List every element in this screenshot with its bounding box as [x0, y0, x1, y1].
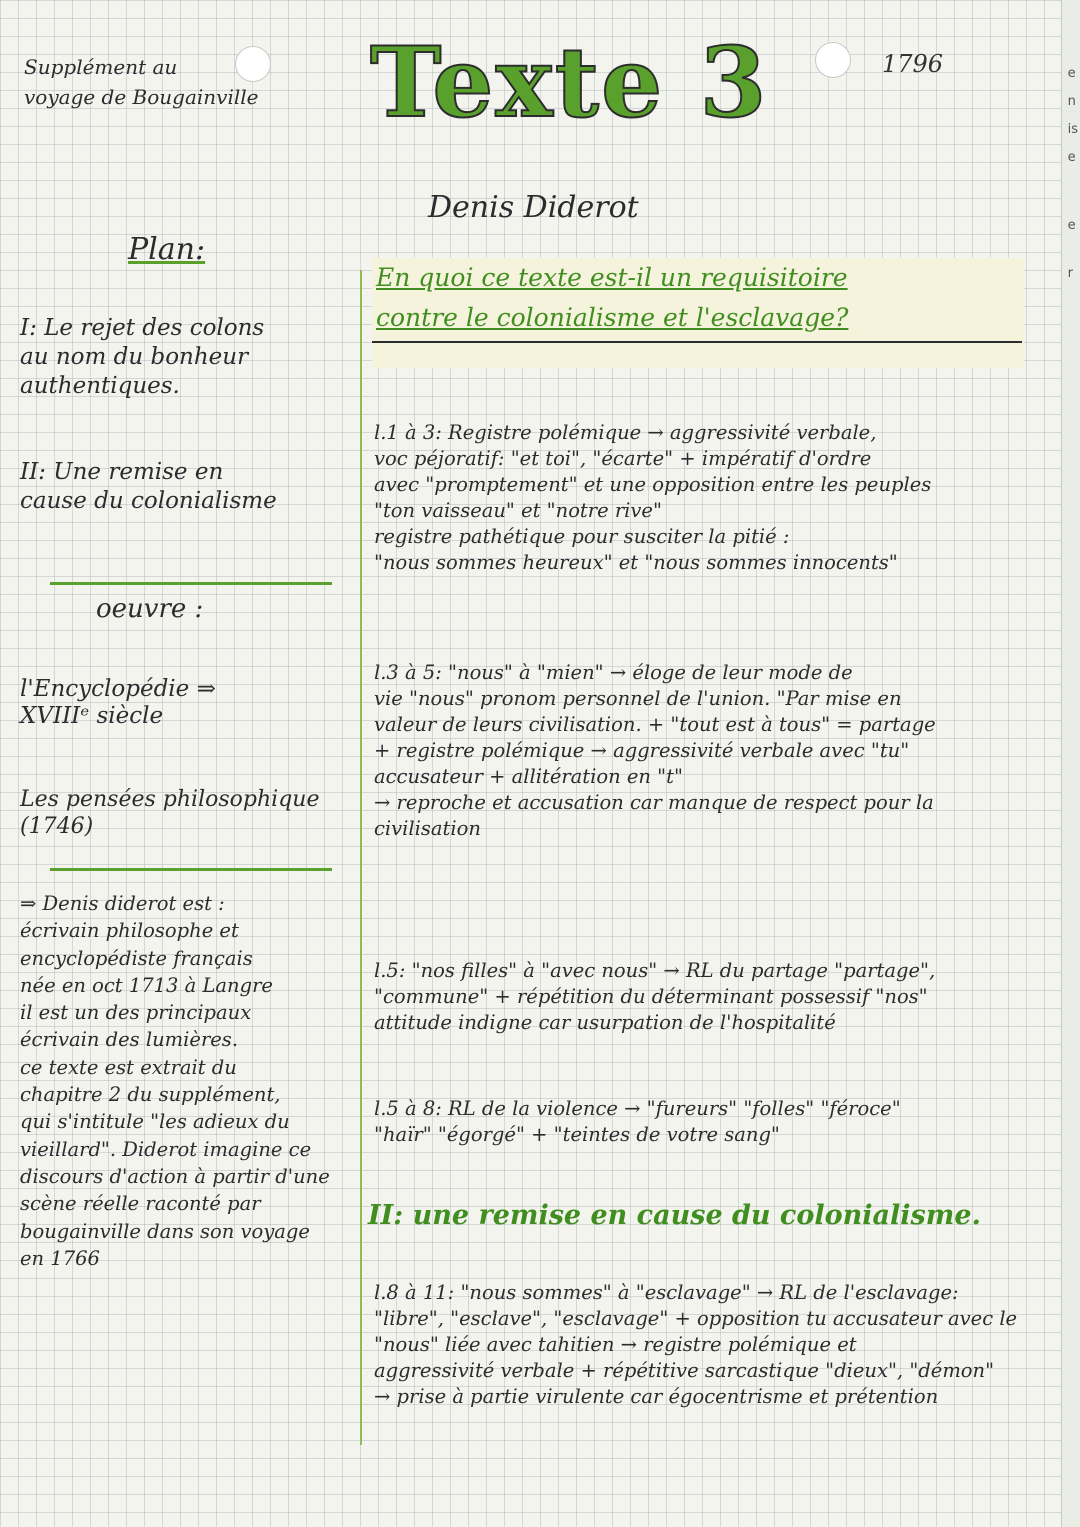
edge-letter: e — [1067, 150, 1076, 165]
edge-letter: n — [1067, 94, 1076, 109]
source-note — [24, 52, 259, 112]
analysis-paragraph-3 — [374, 958, 1034, 1036]
analysis-line: "haïr" "égorgé" + "teintes de votre sang" — [374, 1123, 780, 1146]
oeuvre-heading: oeuvre : — [96, 594, 204, 624]
bio-line: écrivain des lumières. — [20, 1028, 239, 1052]
divider — [50, 868, 332, 871]
analysis-line: registre pathétique pour susciter la pitié : — [374, 525, 790, 548]
bio-line: il est un des principaux — [20, 1001, 252, 1025]
source-note-line: Supplément au — [24, 55, 178, 79]
analysis-line: accusateur + allitération en "t" — [374, 765, 683, 788]
plan-line: II: Une remise en — [20, 459, 224, 485]
bio-line: née en oct 1713 à Langre — [20, 973, 273, 997]
page-title: Texte 3 — [370, 26, 769, 139]
analysis-paragraph-1 — [374, 420, 1034, 576]
bio-line: ce texte est extrait du — [20, 1055, 237, 1079]
analysis-line: attitude indigne car usurpation de l'hospitalité — [374, 1011, 836, 1034]
analysis-line: "nous sommes heureux" et "nous sommes innocents" — [374, 551, 898, 574]
analysis-line: + registre polémique → aggressivité verbale avec "tu" — [374, 739, 910, 762]
bio-line: bougainville dans son voyage — [20, 1219, 310, 1243]
bio-line: encyclopédiste français — [20, 946, 253, 970]
analysis-line: → reproche et accusation car manque de respect pour la — [374, 791, 934, 814]
oeuvre-pensees — [20, 786, 354, 840]
punch-hole-right — [815, 42, 851, 78]
oeuvre-encyclopedie — [20, 676, 354, 730]
oeuvre-line: l'Encyclopédie ⇒ — [20, 676, 216, 702]
analysis-line: l.5: "nos filles" à "avec nous" → RL du partage "partage", — [374, 959, 936, 982]
analysis-line: l.1 à 3: Registre polémique → aggressivité verbale, — [374, 421, 877, 444]
analysis-paragraph-2 — [374, 660, 1034, 842]
plan-line: I: Le rejet des colons — [20, 315, 265, 341]
edge-letter: r — [1067, 266, 1073, 281]
bio-line: chapitre 2 du supplément, — [20, 1083, 281, 1107]
bio-line: scène réelle raconté par — [20, 1192, 261, 1216]
plan-line: authentiques. — [20, 373, 180, 399]
bio-line: ⇒ Denis diderot est : — [20, 892, 225, 915]
edge-letter: is — [1067, 122, 1078, 137]
plan-heading: Plan: — [128, 232, 206, 267]
plan-part-2 — [20, 458, 354, 516]
margin-line — [360, 270, 362, 1445]
analysis-line: → prise à partie virulente car égocentrisme et prétention — [374, 1385, 939, 1408]
edge-letter: e — [1067, 218, 1076, 233]
source-note-line: voyage de Bougainville — [24, 85, 259, 109]
problematique-underline — [372, 341, 1022, 343]
bio-line: qui s'intitule "les adieux du — [20, 1110, 290, 1134]
plan-line: au nom du bonheur — [20, 344, 249, 370]
analysis-line: "nous" liée avec tahitien → registre polémique et — [374, 1333, 857, 1356]
bio-line: écrivain philosophe et — [20, 919, 239, 943]
oeuvre-line: XVIIIᵉ siècle — [20, 703, 164, 729]
oeuvre-line: (1746) — [20, 814, 94, 839]
bio-line: vieillard". Diderot imagine ce — [20, 1137, 312, 1161]
analysis-paragraph-4 — [374, 1096, 1034, 1148]
edge-letters — [1068, 60, 1078, 288]
oeuvre-line: Les pensées philosophique — [20, 787, 320, 812]
bio-line: en 1766 — [20, 1246, 100, 1270]
author-name: Denis Diderot — [428, 190, 639, 225]
analysis-line: l.5 à 8: RL de la violence → "fureurs" "folles" "féroce" — [374, 1097, 901, 1120]
analysis-line: l.3 à 5: "nous" à "mien" → éloge de leur mode de — [374, 661, 853, 684]
edge-letter: e — [1067, 66, 1076, 81]
bio-line: discours d'action à partir d'une — [20, 1164, 330, 1188]
problematique-line: contre le colonialisme et l'esclavage? — [376, 303, 849, 332]
plan-line: cause du colonialisme — [20, 488, 277, 514]
analysis-line: l.8 à 11: "nous sommes" à "esclavage" → RL de l'esclavage: — [374, 1281, 959, 1304]
analysis-line: "ton vaisseau" et "notre rive" — [374, 499, 662, 522]
analysis-line: aggressivité verbale + répétitive sarcastique "dieux", "démon" — [374, 1359, 995, 1382]
analysis-line: voc péjoratif: "et toi", "écarte" + impératif d'ordre — [374, 447, 872, 470]
section-2-paragraph — [374, 1280, 1034, 1410]
analysis-line: valeur de leurs civilisation. + "tout est à tous" = partage — [374, 713, 936, 736]
analysis-line: vie "nous" pronom personnel de l'union. "Par mise en — [374, 687, 902, 710]
analysis-line: "libre", "esclave", "esclavage" + opposition tu accusateur avec le — [374, 1307, 1018, 1330]
year-label: 1796 — [882, 50, 944, 78]
divider — [50, 582, 332, 585]
author-biography — [20, 890, 354, 1272]
analysis-line: civilisation — [374, 817, 481, 840]
analysis-line: avec "promptement" et une opposition entre les peuples — [374, 473, 932, 496]
analysis-line: "commune" + répétition du déterminant possessif "nos" — [374, 985, 928, 1008]
section-2-heading: II: une remise en cause du colonialisme. — [368, 1200, 981, 1231]
problematique-line: En quoi ce texte est-il un requisitoire — [376, 263, 848, 292]
problematique-box — [372, 258, 1024, 368]
plan-part-1 — [20, 314, 354, 401]
adjacent-page-edge — [1061, 0, 1080, 1527]
